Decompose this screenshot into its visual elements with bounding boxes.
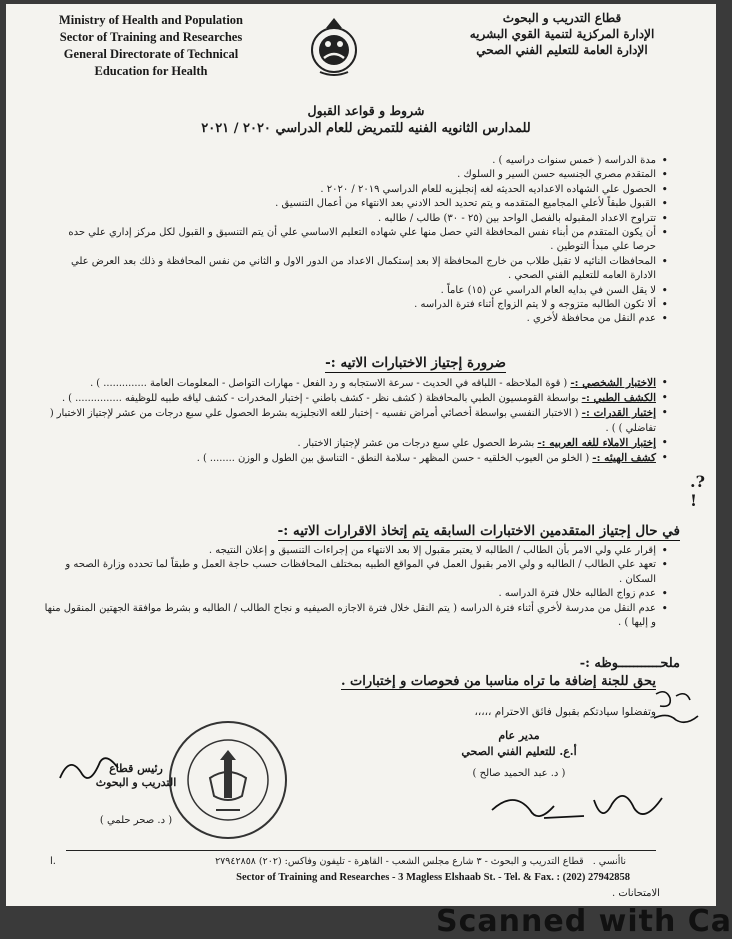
ministry-logo <box>306 14 362 78</box>
list-item <box>38 376 656 391</box>
title-line-1: شروط و قواعد القبول <box>307 103 425 118</box>
test-name: إختبار القدرات :- <box>581 407 656 420</box>
test-desc: بشرط الحصول علي سبع درجات من عشر لإجتياز الاختبار . <box>297 437 535 449</box>
signature-scribble <box>484 780 684 834</box>
document-page <box>6 4 732 939</box>
test-desc: بواسطة القومسيون الطبي بالمحافظة ( كشف نظر - كشف باطني - إختبار المخدرات - كشف لياقه طبيه للوظيفه ............... ) . <box>61 393 579 405</box>
test-desc: ( الاختبار النفسي بواسطة أخصائي أمراض نفسيه - إختبار للغه الانجليزيه بشرط الحصول علي سبع درجات من عشر لإجتياز الاختبار ( تفاضلي ) ) . <box>49 408 656 434</box>
tests-heading: ضرورة إجتياز الاختبارات الاتيه :- <box>325 355 506 371</box>
list-item: • المحافظات النائيه لا تقبل طلاب من خارج المحافظة إلا بعد إستكمال الاعداد من الدور الاول و الثاني من نفس المحافظة و ذلك بعد العرض علي الادارة العامه للتعليم الفني الصحي . <box>48 255 656 284</box>
signatory-dept: التدريب و البحوث <box>95 776 177 789</box>
document-title <box>126 102 606 138</box>
list-item: • إقرار علي ولي الامر بأن الطالب / الطالبه لا يعتبر مقبول إلا بعد الانتهاء من إجراءات التنسيق و إعلان النتيجه . <box>38 544 656 558</box>
signature-scribble <box>54 748 124 788</box>
header-english <box>16 12 286 80</box>
test-desc: ( قوة الملاحظه - اللباقه في الحديث - سرعة الاستجابه و رد الفعل - مهارات التواصل - المعلومات العامة .............. ) . <box>90 378 568 389</box>
closing-line: وتفضلوا سيادتكم بقبول فائق الاحترام ،،،،، <box>474 706 656 718</box>
header-en-line: Education for Health <box>94 64 208 78</box>
list-item: • عدم النقل من محافظة لأخري . <box>48 312 656 326</box>
header-arabic <box>422 10 702 58</box>
list-item: • عدم النقل من مدرسة لأخري أثناء فترة الدراسه ( يتم النقل خلال فترة الاجازه الصيفيه و نجاح الطالب / الطالبه و بشرط موافقة الجهتين المنقول منها و إليها ) . <box>38 602 656 631</box>
header-ar-line: قطاع التدريب و البحوث <box>502 11 622 25</box>
signatory-name: ( د. صحر حلمي ) <box>99 815 173 826</box>
test-name: الكشف الطبي :- <box>581 392 656 405</box>
header-en-line: General Directorate of Technical <box>63 47 239 61</box>
list-item: • الحصول علي الشهاده الاعداديه الحديثه لغه إنجليزيه للعام الدراسي ٢٠١٩ / ٢٠٢٠ . <box>48 183 656 197</box>
note-heading: ملحـــــــــــوظه :- <box>579 656 680 671</box>
footer-address-english: Sector of Training and Researches - 3 Magless Elshaab St. - Tel. & Fax. : (202) 27942858 <box>236 872 630 883</box>
declarations-list <box>38 544 668 630</box>
test-name: الاختبار الشخصي :- <box>570 377 656 389</box>
footer-address: قطاع التدريب و البحوث - ٣ شارع مجلس الشعب - القاهرة - تليفون وفاكس: (٢٠٢) ٢٧٩٤٢٨٥٨ <box>215 856 584 867</box>
signature-block-director <box>454 728 584 782</box>
test-desc: ( الخلو من العيوب الخلقيه - حسن المظهر - سلامة النطق - التناسق بين الطول و الوزن ........ ) . <box>196 453 590 465</box>
header-ar-line: الإدارة المركزية لتنمية القوي البشريه <box>469 27 655 41</box>
list-item: • مدة الدراسه ( خمس سنوات دراسيه ) . <box>48 154 656 168</box>
signatory-title: رئيس قطاع <box>109 762 163 775</box>
signatory-dept: أ.ع. للتعليم الفني الصحي <box>461 745 577 758</box>
margin-mark: .? ! <box>690 472 705 510</box>
list-item: • أن يكون المتقدم من أبناء نفس المحافظة التي حصل منها علي شهاده التعليم الاساسي علي أن يتم التنسيق و القبول لكل مركز إداري علي حده حرصا علي مبدأ التوطين . <box>48 226 656 255</box>
header-en-line: Ministry of Health and Population <box>58 13 244 27</box>
list-item: • لا يقل السن في بدايه العام الدراسي عن (١٥) عاماً . <box>48 284 656 298</box>
footer-initial: ا. <box>50 856 56 867</box>
list-item <box>38 406 656 435</box>
scanned-watermark: Scanned with Ca <box>436 904 732 939</box>
list-item <box>38 391 656 406</box>
header-ar-line: الإدارة العامة للتعليم الفني الصحي <box>476 43 648 57</box>
signatory-title: مدير عام <box>498 729 540 742</box>
test-name: كشف الهيئه :- <box>592 452 656 465</box>
footer-address-arabic <box>66 856 626 867</box>
list-item: • المتقدم مصري الجنسيه حسن السير و السلوك . <box>48 168 656 182</box>
tests-list <box>38 376 668 466</box>
note-text: يحق للجنة إضافة ما تراه مناسبا من فحوصات و إختبارات . <box>340 674 656 689</box>
footer-divider <box>66 850 656 851</box>
list-item: • ألا تكون الطالبه متزوجه و لا يتم الزواج أثناء فترة الدراسه . <box>48 298 656 312</box>
header-en-line: Sector of Training and Researches <box>59 30 243 44</box>
test-name: إختبار الاملاء للغه العربيه :- <box>537 436 656 449</box>
signatory-name: ( د. عبد الحميد صالح ) <box>472 768 566 779</box>
list-item: • القبول طبقاً لأعلي المجاميع المتقدمه و يتم تحديد الحد الادني بعد الانتهاء من أعمال التنسيق . <box>48 197 656 211</box>
declarations-heading: في حال إجتياز المتقدمين الاختبارات السابقه يتم إتخاذ الاقرارات الاتيه :- <box>277 523 680 539</box>
footer-copy: ناأنسي . <box>592 856 626 867</box>
requirements-list <box>48 154 668 327</box>
list-item: • عدم زواج الطالبه خلال فترة الدراسه . <box>38 587 656 601</box>
list-item: • تتراوح الاعداد المقبوله بالفصل الواحد بين (٢٥ - ٣٠) طالب / طالبه . <box>48 212 656 226</box>
title-line-2: للمدارس الثانويه الفنيه للتمريض للعام الدراسي ٢٠٢٠ / ٢٠٢١ <box>201 121 531 136</box>
list-item <box>38 451 656 466</box>
list-item <box>38 436 656 451</box>
list-item: • تعهد علي الطالب / الطالبه و ولي الامر بقبول العمل في المواقع الطبيه بمختلف المحافظات حسب حاجة العمل و طبقاً لما تحدده وزارة الصحه و السكان . <box>38 558 656 587</box>
exams-label: الامتحانات . <box>612 888 660 899</box>
